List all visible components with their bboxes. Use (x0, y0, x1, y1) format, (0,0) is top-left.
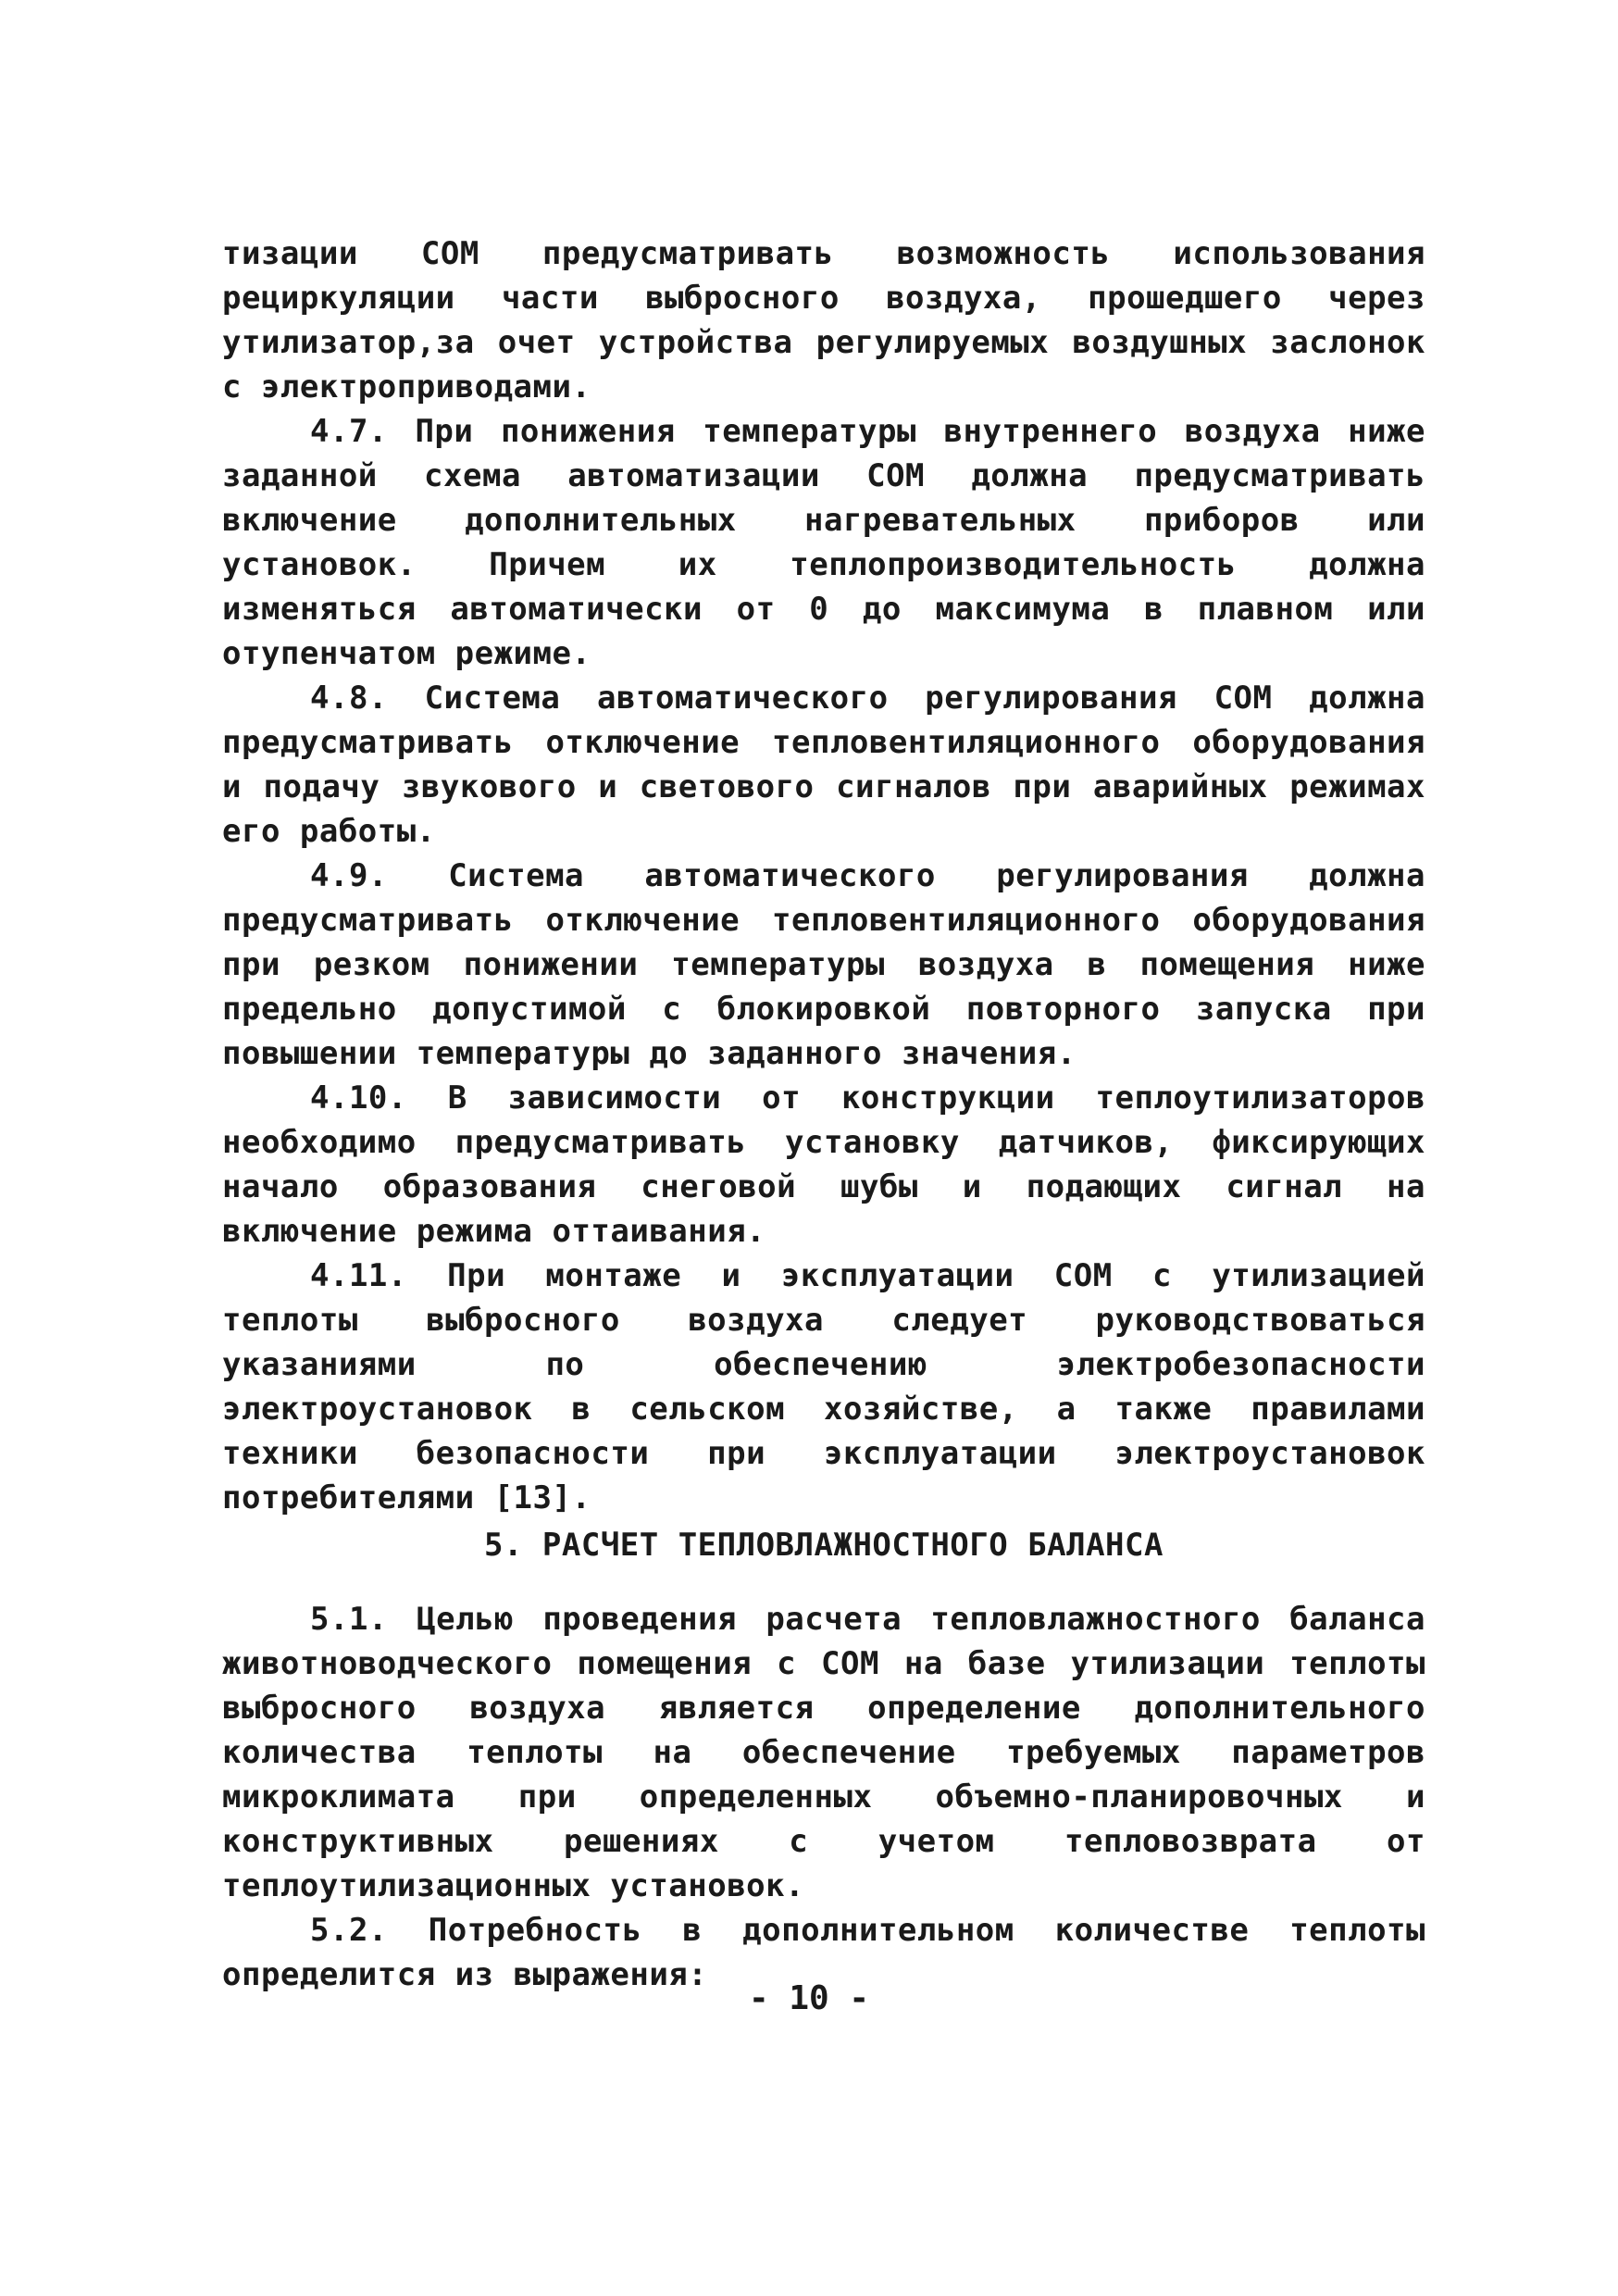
paragraph-5-2: 5.2. Потребность в дополнительном количестве теплоты определится из выражения: (222, 1912, 1425, 1993)
paragraph-continuation: тизации СОМ предусматривать возможность использования рециркуляции части выбросного воздуха, прошедшего через утилизатор,за очет устройства регулируемых воздушных заслонок с электроприводами. (222, 235, 1425, 406)
body-text-top (222, 231, 1425, 1520)
paragraph-4-8: 4.8. Система автоматического регулирования СОМ должна предусматривать отключение тепловентиляционного оборудования и подачу звукового и светового сигналов при аварийных режимах его работы. (222, 680, 1425, 850)
page-number: - 10 - (748, 1979, 870, 2017)
paragraph-4-7: 4.7. При понижения температуры внутреннего воздуха ниже заданной схема автоматизации СОМ должна предусматривать включение дополнительных нагревательных приборов или установок. Причем их теплопроизводительность должна изменяться автоматически от 0 до максимума в плавном или отупенчатом режиме. (222, 413, 1425, 672)
paragraph-4-10: 4.10. В зависимости от конструкции теплоутилизаторов необходимо предусматривать установку датчиков, фиксирующих начало образования снеговой шубы и подающих сигнал на включение режима оттаивания. (222, 1079, 1425, 1250)
paragraph-4-9: 4.9. Система автоматического регулирования должна предусматривать отключение тепловентиляционного оборудования при резком понижении температуры воздуха в помещения ниже предельно допустимой с блокировкой повторного запуска при повышении температуры до заданного значения. (222, 857, 1425, 1072)
section-title: 5. РАСЧЕТ ТЕПЛОВЛАЖНОСТНОГО БАЛАНСА (484, 1527, 1164, 1564)
body-text-bottom (222, 1597, 1425, 1997)
paragraph-4-11: 4.11. При монтаже и эксплуатации СОМ с утилизацией теплоты выбросного воздуха следует руководствоваться указаниями по обеспечению электробезопасности электроустановок в сельском хозяйстве, а также правилами техники безопасности при эксплуатации электроустановок потребителями [13]. (222, 1257, 1425, 1516)
paragraph-5-1: 5.1. Целью проведения расчета тепловлажностного баланса животноводческого помещения с СОМ на базе утилизации теплоты выбросного воздуха является определение дополнительного количества теплоты на обеспечение требуемых параметров микроклимата при определенных объемно-планировочных и конструктивных решениях с учетом тепловозврата от теплоутилизационных установок. (222, 1601, 1425, 1904)
